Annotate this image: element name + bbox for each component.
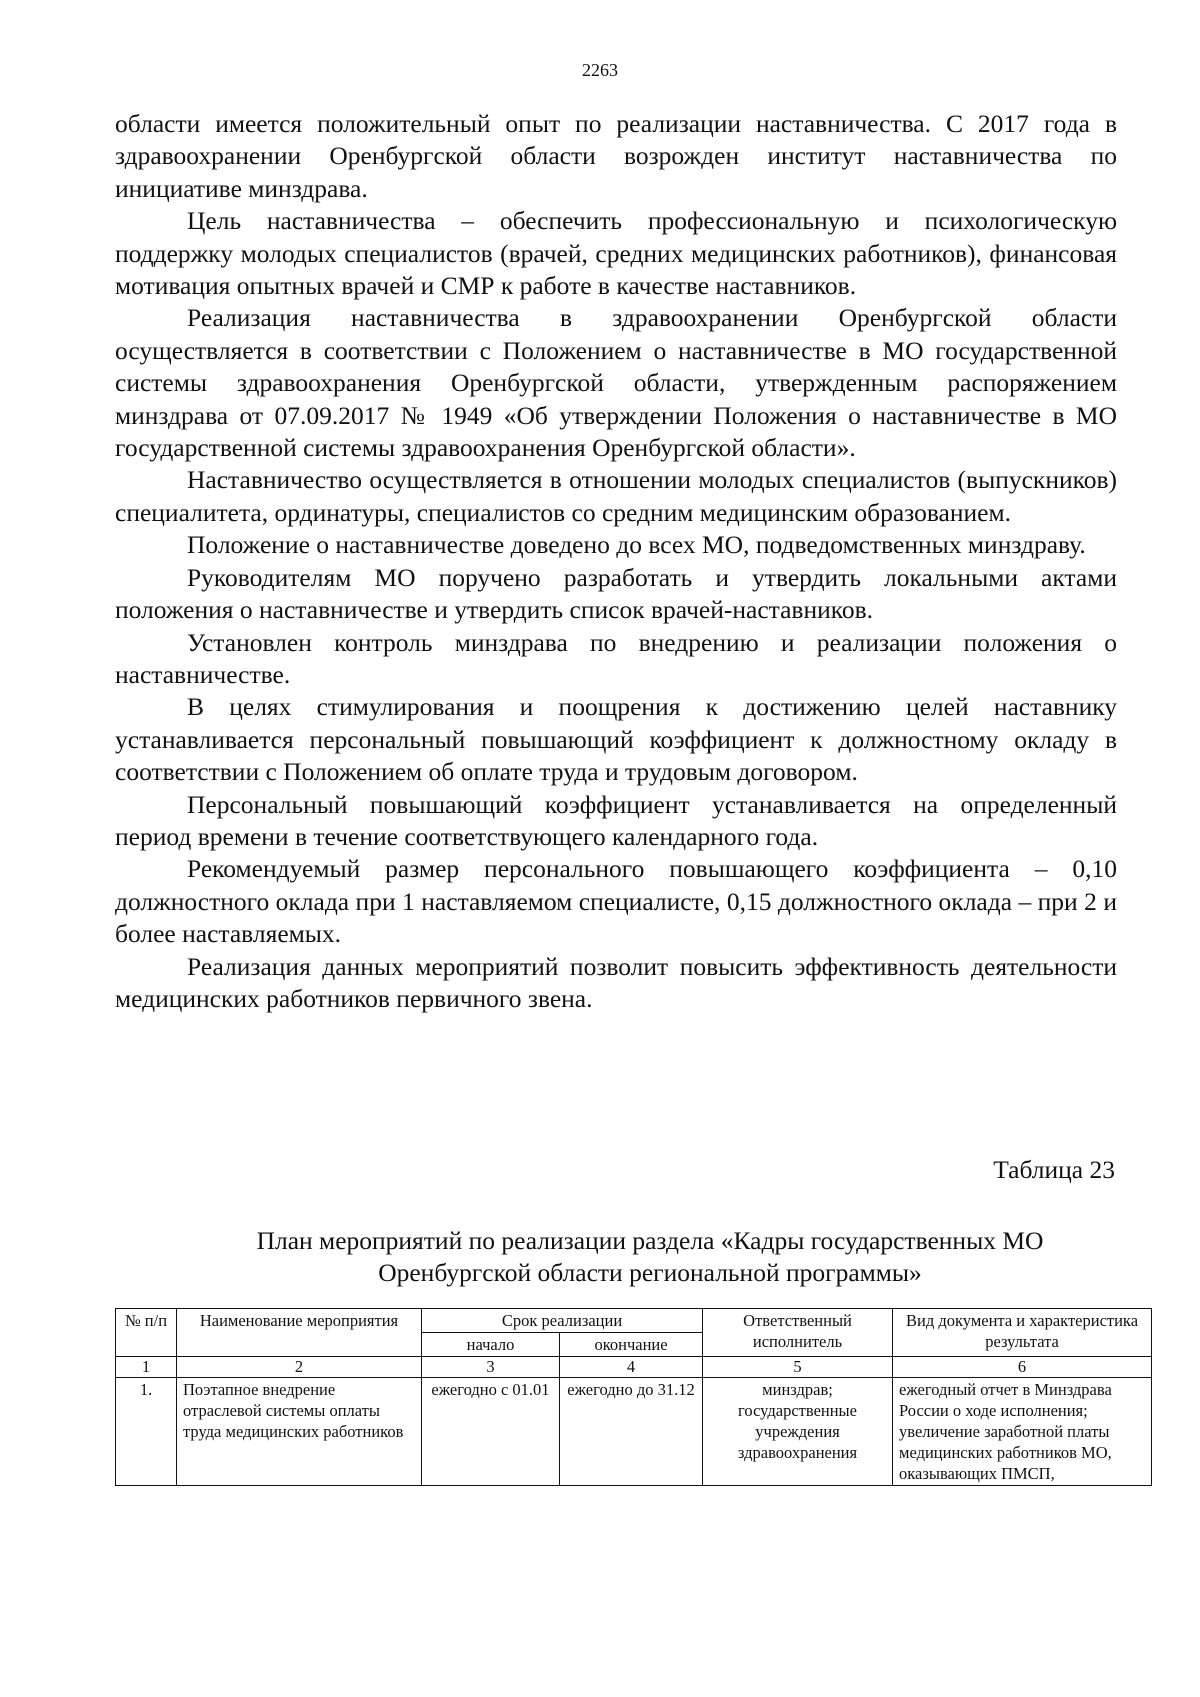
paragraph: Рекомендуемый размер персонального повышающего коэффициента – 0,10 должностного оклада при 1 наставляемом специалисте, 0,15 должностного оклада – при 2 и более наставляемых.	[115, 854, 1117, 949]
paragraph: Реализация данных мероприятий позволит повысить эффективность деятельности медицинских работников первичного звена.	[115, 951, 1117, 1013]
table-row	[116, 1378, 1152, 1486]
cell-name: Поэтапное внедрение отраслевой системы оплаты труда медицинских работников	[177, 1378, 422, 1486]
header-name: Наименование мероприятия	[177, 1309, 422, 1357]
column-number-row	[116, 1357, 1152, 1378]
plan-table	[115, 1308, 1152, 1486]
column-number: 2	[177, 1357, 422, 1378]
column-number: 1	[116, 1357, 177, 1378]
cell-end: ежегодно до 31.12	[560, 1378, 703, 1486]
header-start: начало	[422, 1333, 560, 1357]
table-title-line: План мероприятий по реализации раздела «Кадры государственных МО	[256, 1226, 1044, 1255]
paragraph: В целях стимулирования и поощрения к достижению целей наставнику устанавливается персональный повышающий коэффициент к должностному окладу в соответствии с Положением об оплате труда и трудовым договором.	[115, 692, 1117, 787]
paragraph: Наставничество осуществляется в отношении молодых специалистов (выпускников) специалитета, ординатуры, специалистов со средним медицинским образованием.	[115, 465, 1117, 527]
column-number: 6	[893, 1357, 1152, 1378]
header-responsible: Ответственный исполнитель	[703, 1309, 893, 1357]
table-title	[200, 1225, 1100, 1289]
table-title-line: Оренбургской области региональной программы»	[378, 1258, 922, 1287]
cell-document: ежегодный отчет в Минздрава России о ходе исполнения; увеличение заработной платы медицинских работников МО, оказывающих ПМСП,	[893, 1378, 1152, 1486]
header-term: Срок реализации	[422, 1309, 703, 1333]
body-text	[115, 108, 1117, 1015]
paragraph: Установлен контроль минздрава по внедрению и реализации положения о наставничестве.	[115, 627, 1117, 689]
header-document: Вид документа и характеристика результата	[893, 1309, 1152, 1357]
table-header-row	[116, 1309, 1152, 1333]
paragraph: Персональный повышающий коэффициент устанавливается на определенный период времени в течение соответствующего календарного года.	[115, 789, 1117, 851]
paragraph: Положение о наставничестве доведено до всех МО, подведомственных минздраву.	[187, 530, 1086, 560]
paragraph: Реализация наставничества в здравоохранении Оренбургской области осуществляется в соответствии с Положением о наставничестве в МО государственной системы здравоохранения Оренбургской области, утвержденным распоряжением минздрава от 07.09.2017 № 1949 «Об утверждении Положения о наставничестве в МО государственной системы здравоохранения Оренбургской области».	[115, 303, 1117, 463]
column-number: 5	[703, 1357, 893, 1378]
page-number: 2263	[582, 60, 618, 80]
column-number: 3	[422, 1357, 560, 1378]
paragraph: Руководителям МО поручено разработать и утвердить локальными актами положения о наставничестве и утвердить список врачей-наставников.	[115, 562, 1117, 625]
header-no: № п/п	[116, 1309, 177, 1357]
cell-no: 1.	[116, 1378, 177, 1486]
cell-responsible: минздрав; государственные учреждения здравоохранения	[703, 1378, 893, 1486]
header-end: окончание	[560, 1333, 703, 1357]
paragraph: области имеется положительный опыт по реализации наставничества. С 2017 года в здравоохранении Оренбургской области возрожден институт наставничества по инициативе минздрава.	[115, 109, 1117, 203]
cell-start: ежегодно с 01.01	[422, 1378, 560, 1486]
table-label: Таблица 23	[993, 1155, 1115, 1184]
column-number: 4	[560, 1357, 703, 1378]
paragraph: Цель наставничества – обеспечить профессиональную и психологическую поддержку молодых специалистов (врачей, средних медицинских работников), финансовая мотивация опытных врачей и СМР к работе в качестве наставников.	[115, 206, 1117, 301]
